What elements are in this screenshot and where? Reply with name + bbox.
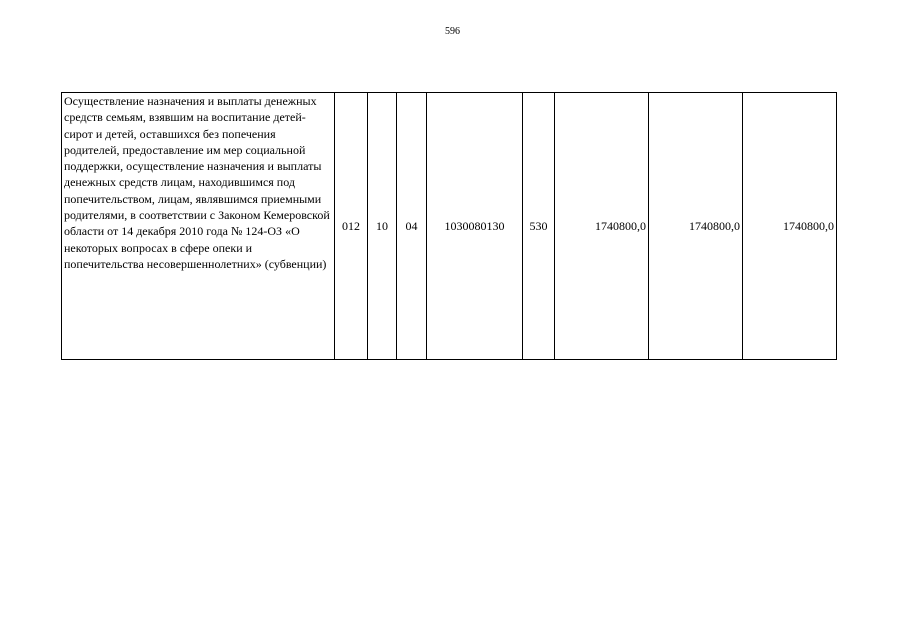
expense-type-cell: 530 bbox=[523, 93, 555, 360]
page-number: 596 bbox=[445, 26, 460, 37]
amount-cell-2: 1740800,0 bbox=[649, 93, 743, 360]
budget-table bbox=[61, 92, 837, 360]
target-article-cell: 1030080130 bbox=[427, 93, 523, 360]
amount-cell-3: 1740800,0 bbox=[743, 93, 837, 360]
ministry-code-cell: 012 bbox=[335, 93, 368, 360]
expense-description-cell: Осуществление назначения и выплаты денежных средств семьям, взявшим на воспитание детей-сирот и детей, оставшихся без попечения родителей, предоставление им мер социальной поддержки, осуществление назначения и выплаты денежных средств лицам, находившимся под попечительством, лицам, являвшимся приемными родителями, в соответствии с Законом Кемеровской области от 14 декабря 2010 года № 124-ОЗ «О некоторых вопросах в сфере опеки и попечительства несовершеннолетних» (субвенции) bbox=[62, 93, 335, 360]
section-cell: 10 bbox=[368, 93, 397, 360]
subsection-cell: 04 bbox=[397, 93, 427, 360]
table-row bbox=[62, 93, 837, 360]
amount-cell-1: 1740800,0 bbox=[555, 93, 649, 360]
